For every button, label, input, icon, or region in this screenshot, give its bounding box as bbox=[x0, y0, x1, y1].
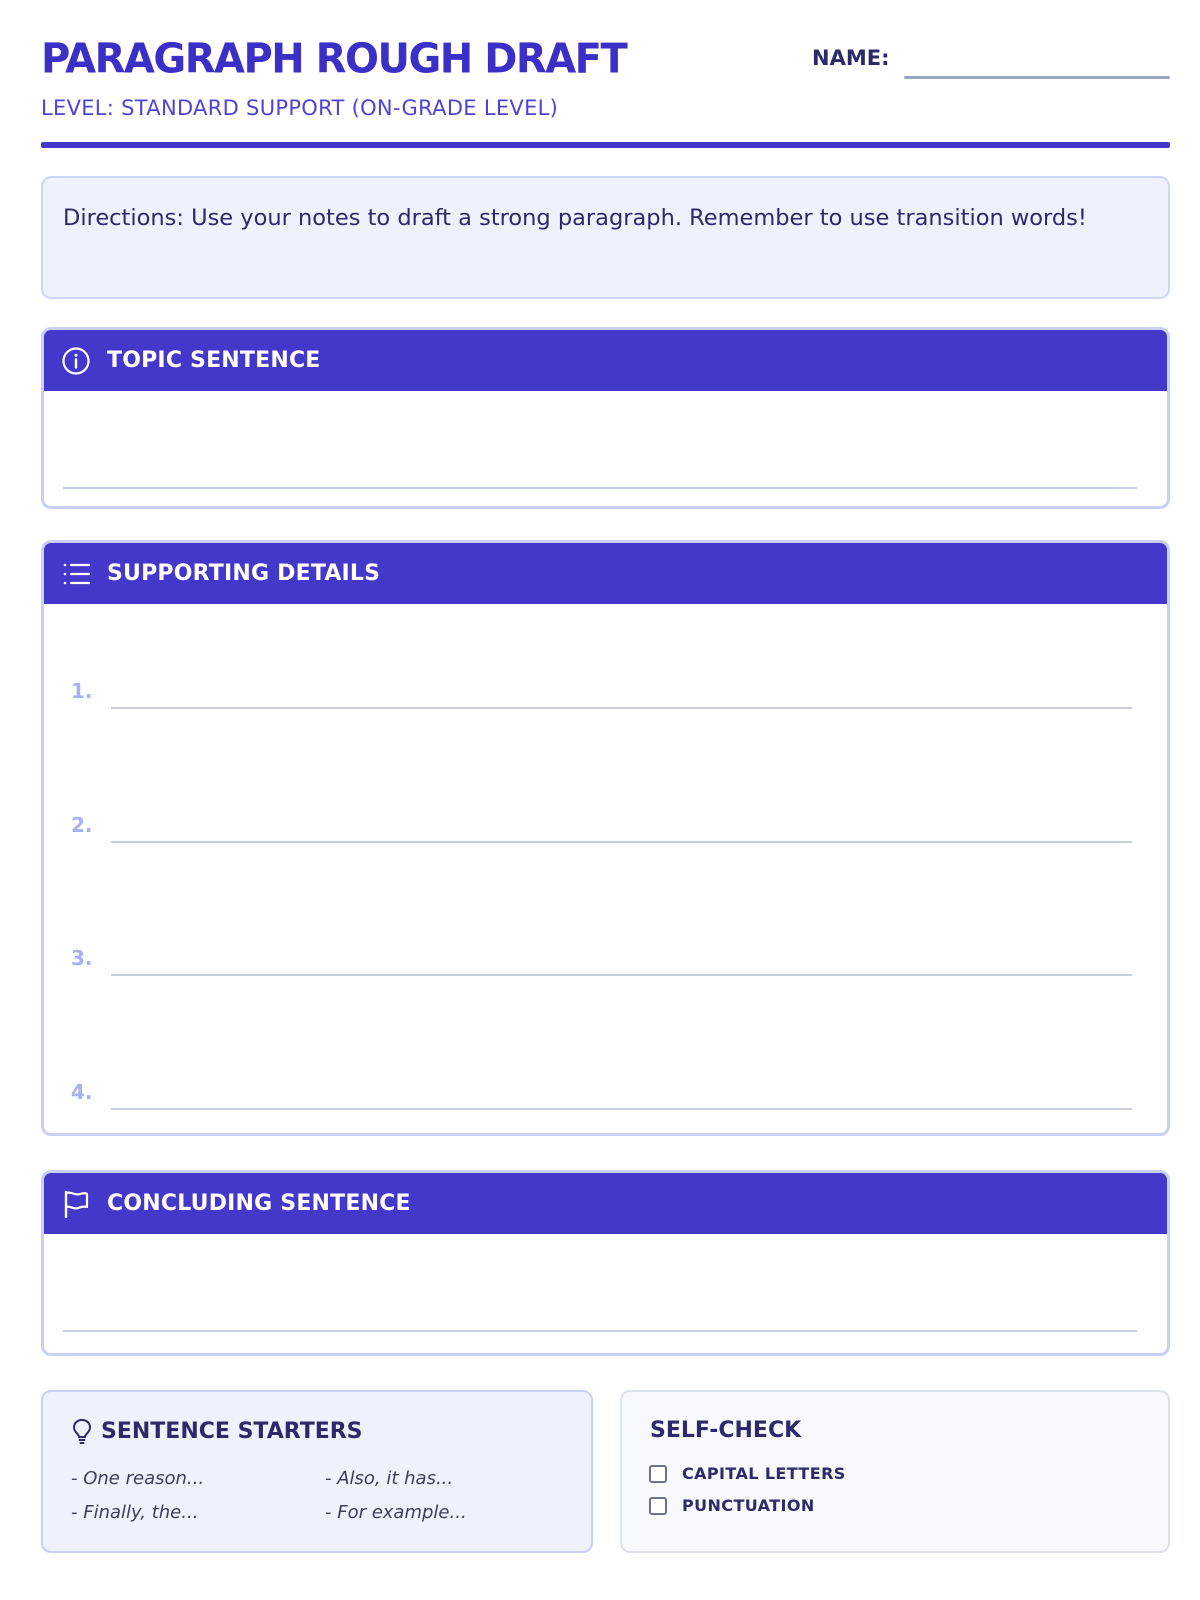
starter-item: - One reason... bbox=[71, 1468, 205, 1489]
topic-sentence-line[interactable] bbox=[63, 487, 1137, 489]
starter-item: - For example... bbox=[325, 1502, 467, 1523]
starter-item: - Finally, the... bbox=[71, 1502, 199, 1523]
detail-number-3: 3. bbox=[71, 946, 93, 970]
name-label: NAME: bbox=[812, 46, 890, 70]
detail-line-2[interactable] bbox=[111, 841, 1132, 843]
concluding-sentence-card bbox=[41, 1170, 1170, 1356]
detail-number-4: 4. bbox=[71, 1080, 93, 1104]
supporting-details-header bbox=[44, 543, 1167, 604]
concluding-sentence-header bbox=[44, 1173, 1167, 1234]
directions-box: Directions: Use your notes to draft a strong paragraph. Remember to use transition words! bbox=[41, 176, 1170, 299]
checkbox[interactable] bbox=[649, 1497, 667, 1515]
starter-item: - Also, it has... bbox=[325, 1468, 454, 1489]
concluding-sentence-line[interactable] bbox=[63, 1330, 1137, 1332]
check-punctuation[interactable] bbox=[649, 1496, 815, 1515]
info-icon bbox=[60, 345, 92, 377]
self-check-box bbox=[620, 1390, 1170, 1553]
topic-sentence-card bbox=[41, 327, 1170, 509]
level-label: LEVEL: STANDARD SUPPORT (ON-GRADE LEVEL) bbox=[41, 96, 559, 120]
sentence-starters-box bbox=[41, 1390, 593, 1553]
header-divider bbox=[41, 142, 1170, 148]
worksheet-page bbox=[41, 0, 1169, 1600]
supporting-details-title: SUPPORTING DETAILS bbox=[107, 561, 381, 586]
detail-number-2: 2. bbox=[71, 813, 93, 837]
check-capital-letters[interactable] bbox=[649, 1464, 846, 1483]
checkbox[interactable] bbox=[649, 1465, 667, 1483]
topic-sentence-header bbox=[44, 330, 1167, 391]
flag-icon bbox=[60, 1188, 92, 1220]
topic-sentence-title: TOPIC SENTENCE bbox=[107, 348, 321, 373]
self-check-title: SELF-CHECK bbox=[650, 1418, 802, 1443]
page-title: PARAGRAPH ROUGH DRAFT bbox=[41, 35, 627, 83]
supporting-details-card bbox=[41, 540, 1170, 1136]
check-label: CAPITAL LETTERS bbox=[682, 1464, 846, 1483]
list-icon bbox=[60, 558, 92, 590]
concluding-sentence-title: CONCLUDING SENTENCE bbox=[107, 1191, 411, 1216]
sentence-starters-heading bbox=[71, 1418, 563, 1444]
detail-line-1[interactable] bbox=[111, 707, 1132, 709]
sentence-starters-title: SENTENCE STARTERS bbox=[101, 1418, 363, 1444]
lightbulb-icon bbox=[71, 1418, 93, 1444]
starters-list bbox=[71, 1468, 571, 1538]
detail-number-1: 1. bbox=[71, 679, 93, 703]
detail-line-4[interactable] bbox=[111, 1108, 1132, 1110]
detail-line-3[interactable] bbox=[111, 974, 1132, 976]
check-label: PUNCTUATION bbox=[682, 1496, 815, 1515]
name-field[interactable] bbox=[904, 76, 1170, 79]
